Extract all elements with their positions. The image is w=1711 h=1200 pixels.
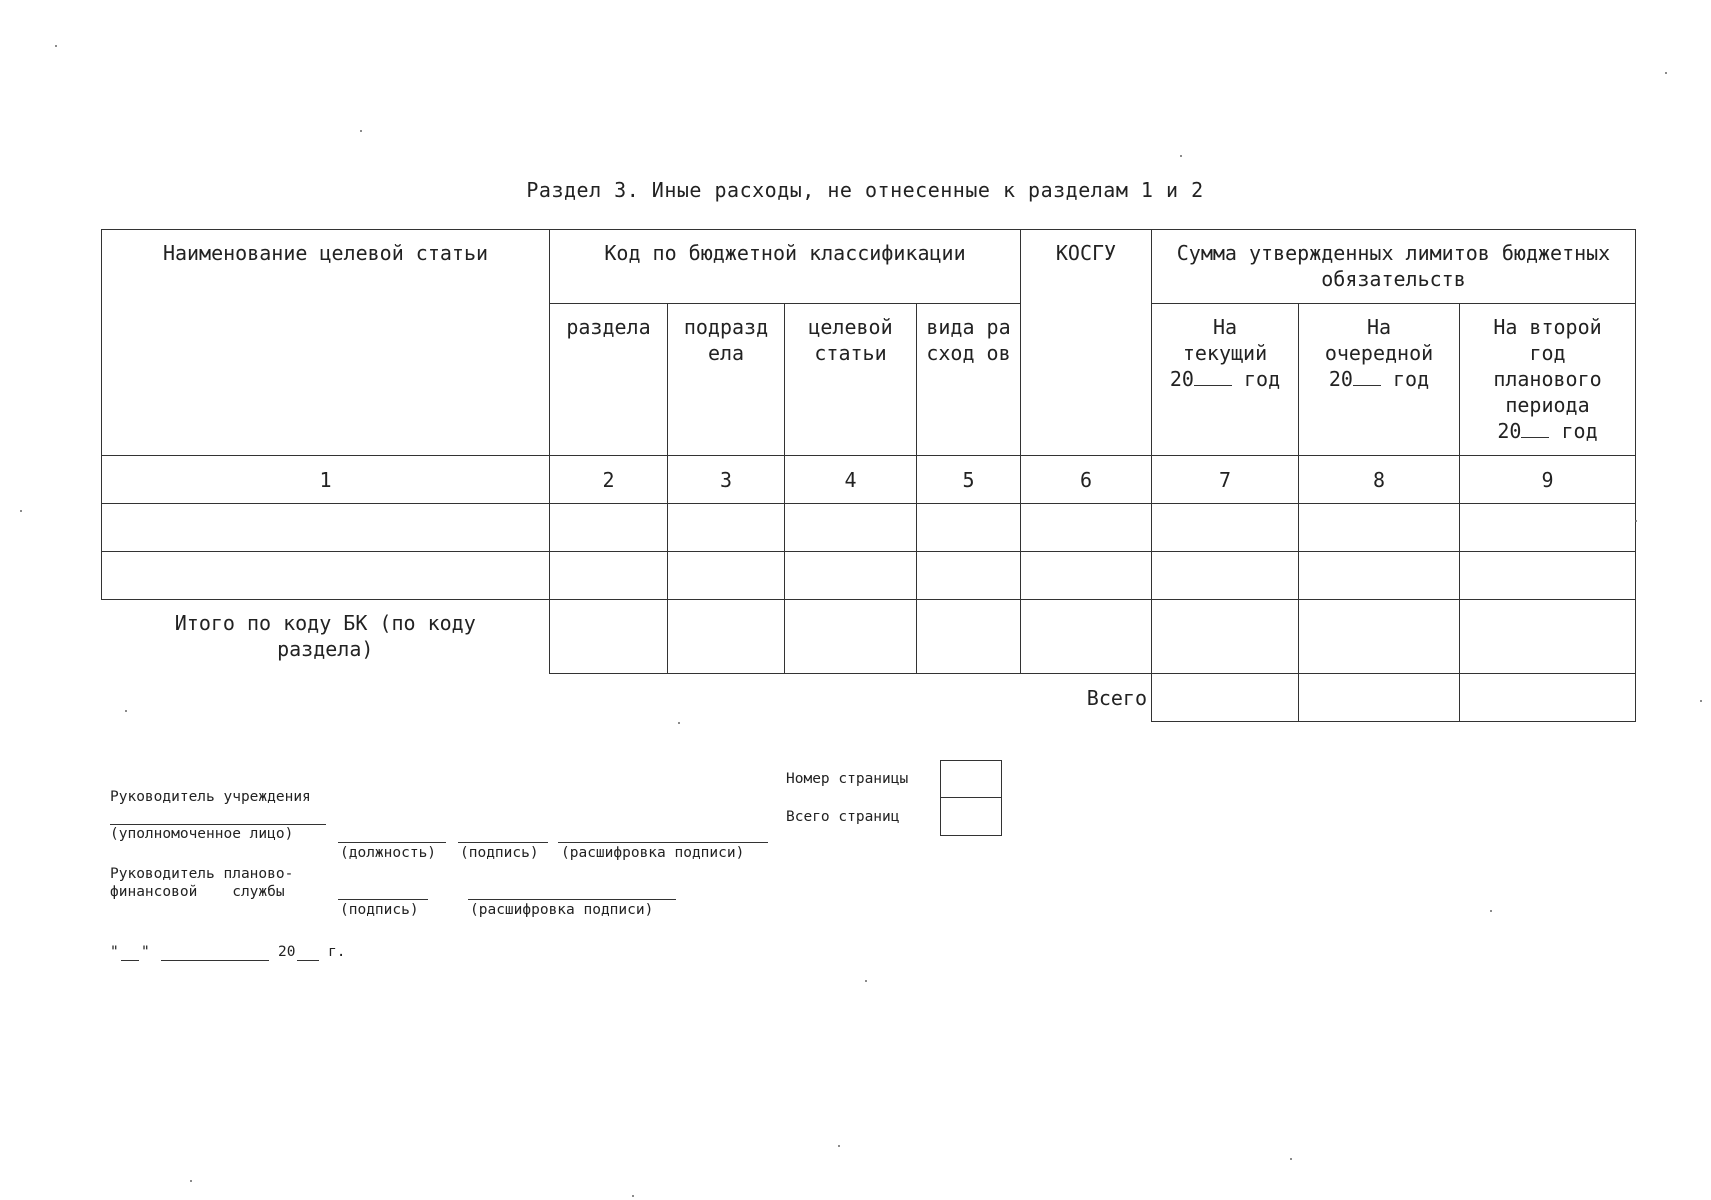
table-cell[interactable] [1299,552,1460,600]
header-current-year [1152,304,1299,456]
total-pages-box[interactable] [940,797,1002,836]
next-year-label-a: На [1366,315,1392,339]
table-cell[interactable] [1152,552,1299,600]
itogo-cell[interactable] [1021,600,1152,674]
fin-label-2: финансовой службы [110,884,285,900]
position-caption: (должность) [340,845,437,861]
date-day-line[interactable] [121,960,139,961]
itogo-cell[interactable] [550,600,668,674]
header-podrazdel: подразд ела [668,304,785,456]
header-budget-code: Код по бюджетной классификации [550,230,1021,304]
vsego-cell[interactable] [1299,674,1460,722]
table-cell[interactable] [1299,504,1460,552]
signature-line[interactable] [458,842,548,843]
header-kosgu: КОСГУ [1021,230,1152,456]
date-year-line[interactable] [297,960,319,961]
table-row [102,552,1636,600]
itogo-cell[interactable] [1299,600,1460,674]
col-number-2: 2 [550,456,668,504]
page-number-box[interactable] [940,760,1002,798]
date-quote-open: " [110,944,119,960]
table-cell[interactable] [785,504,917,552]
table-cell[interactable] [102,504,550,552]
fin-decryption-caption: (расшифровка подписи) [470,902,654,918]
header-limits-sum: Сумма утвержденных лимитов бюджетных обязательств [1152,230,1636,304]
signature-caption: (подпись) [460,845,539,861]
fin-decryption-line[interactable] [468,899,676,900]
header-tselevoi: целевой статьи [785,304,917,456]
table-cell[interactable] [1021,552,1152,600]
col-number-7: 7 [1152,456,1299,504]
header-second-year [1460,304,1636,456]
itogo-cell[interactable] [1460,600,1636,674]
current-year-label-year: 20 год [1169,367,1281,391]
table-row [102,504,1636,552]
col-number-8: 8 [1299,456,1460,504]
fin-label-1: Руководитель планово- [110,866,294,882]
fin-signature-line[interactable] [338,899,428,900]
col-number-4: 4 [785,456,917,504]
table-cell[interactable] [917,552,1021,600]
vsego-cell[interactable] [1152,674,1299,722]
table-cell[interactable] [668,552,785,600]
itogo-row [102,600,1636,674]
page-number-label: Номер страницы [786,771,909,787]
header-vida: вида расход ов [917,304,1021,456]
col-number-1: 1 [102,456,550,504]
limits-table [101,229,1636,722]
current-year-label-b: текущий [1182,341,1268,365]
current-year-label-a: На [1212,315,1238,339]
table-cell[interactable] [917,504,1021,552]
vsego-cell[interactable] [1460,674,1636,722]
date-month-line[interactable] [161,960,269,961]
vsego-row [102,674,1636,722]
section-title: Раздел 3. Иные расходы, не отнесенные к разделам 1 и 2 [526,178,1204,202]
table-cell[interactable] [102,552,550,600]
itogo-cell[interactable] [917,600,1021,674]
decryption-line[interactable] [558,842,768,843]
col-number-3: 3 [668,456,785,504]
second-year-label-year: 20 год [1497,419,1598,443]
total-pages-label: Всего страниц [786,809,900,825]
table-cell[interactable] [550,504,668,552]
header-next-year [1299,304,1460,456]
header-target-item: Наименование целевой статьи [102,230,550,456]
itogo-label: Итого по коду БК (по коду раздела) [102,600,550,674]
table-cell[interactable] [1460,504,1636,552]
itogo-cell[interactable] [785,600,917,674]
fin-signature-caption: (подпись) [340,902,419,918]
next-year-label-b: очередной [1324,341,1434,365]
col-number-5: 5 [917,456,1021,504]
table-cell[interactable] [550,552,668,600]
vsego-label: Всего [1021,674,1152,722]
table-cell[interactable] [1152,504,1299,552]
col-number-6: 6 [1021,456,1152,504]
table-cell[interactable] [1460,552,1636,600]
header-razdel: раздела [550,304,668,456]
position-line[interactable] [338,842,446,843]
itogo-cell[interactable] [668,600,785,674]
head-label: Руководитель учреждения [110,789,311,805]
head-signature-line[interactable] [110,824,326,825]
table-cell[interactable] [668,504,785,552]
head-sub-label: (уполномоченное лицо) [110,826,294,842]
itogo-cell[interactable] [1152,600,1299,674]
col-number-9: 9 [1460,456,1636,504]
date-year-suffix: г. [328,944,346,960]
date-quote-close: " [141,944,150,960]
table-cell[interactable] [1021,504,1152,552]
decryption-caption: (расшифровка подписи) [561,845,745,861]
next-year-label-year: 20 год [1328,367,1430,391]
table-cell[interactable] [785,552,917,600]
second-year-label-a: На второй год планового периода [1493,315,1602,417]
date-year-prefix: 20 [278,944,296,960]
